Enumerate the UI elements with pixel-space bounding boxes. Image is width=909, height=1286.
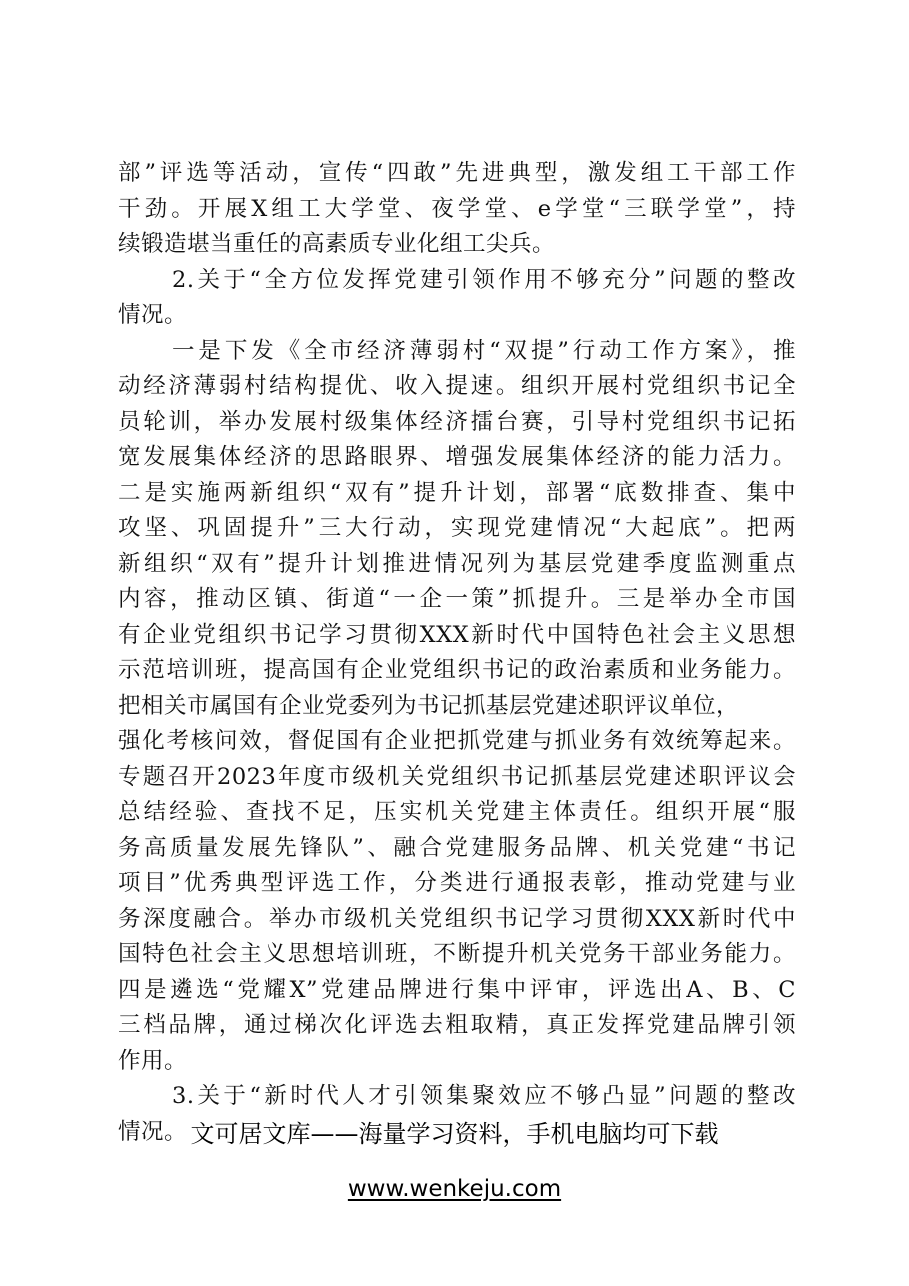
text-line: 攻坚、巩固提升”三大行动，实现党建情况“大起底”。把两: [118, 515, 796, 541]
text-line: 内容，推动区镇、街道“一企一策”抓提升。三是举办全市国: [118, 586, 796, 612]
section-heading-line: 情况。: [118, 1118, 188, 1145]
text-line: 一是下发《全市经济薄弱村“双提”行动工作方案》，推: [172, 337, 796, 364]
text-line: 作用。: [118, 1047, 188, 1074]
text-line: 务高质量发展先锋队”、融合党建服务品牌、机关党建“书记: [118, 834, 796, 861]
footer-banner-text: 文可居文库——海量学习资料，手机电脑均可下载: [190, 1120, 719, 1148]
footer-url: [0, 1173, 909, 1205]
text-line: 国特色社会主义思想培训班，不断提升机关党务干部业务能力。: [118, 941, 796, 967]
text-line: 宽发展集体经济的思路眼界、增强发展集体经济的能力活力。: [118, 444, 796, 470]
text-line: 强化考核问效，督促国有企业把抓党建与抓业务有效统筹起来。: [118, 728, 796, 754]
text-line: 把相关市属国有企业党委列为书记抓基层党建述职评议单位，: [118, 692, 740, 719]
section-heading-line: 2.关于“全方位发挥党建引领作用不够充分”问题的整改: [172, 266, 796, 293]
text-line: 员轮训，举办发展村级集体经济擂台赛，引导村党组织书记拓: [118, 408, 796, 435]
text-line: 示范培训班，提高国有企业党组织书记的政治素质和业务能力。: [118, 657, 796, 683]
text-line: 新组织“双有”提升计划推进情况列为基层党建季度监测重点: [118, 550, 796, 577]
text-line: 续锻造堪当重任的高素质专业化组工尖兵。: [118, 231, 556, 257]
text-line: 动经济薄弱村结构提优、收入提速。组织开展村党组织书记全: [118, 373, 796, 399]
text-line: 三档品牌，通过梯次化评选去粗取精，真正发挥党建品牌引领: [118, 1012, 796, 1038]
text-line: 专题召开2023年度市级机关党组织书记抓基层党建述职评议会: [118, 763, 796, 790]
footer-url-link[interactable]: www.wenkeju.com: [347, 1176, 562, 1202]
document-body: [118, 156, 796, 1150]
section-heading-line: 3.关于“新时代人才引领集聚效应不够凸显”问题的整改: [172, 1083, 796, 1109]
text-line: 四是遴选“党耀X”党建品牌进行集中评审，评选出A、B、C: [118, 976, 796, 1003]
text-line: 二是实施两新组织“双有”提升计划，部署“底数排查、集中: [118, 479, 796, 506]
text-line: 有企业党组织书记学习贯彻XXX新时代中国特色社会主义思想: [118, 621, 796, 648]
text-line: 务深度融合。举办市级机关党组织书记学习贯彻XXX新时代中: [118, 905, 796, 932]
text-line: 项目”优秀典型评选工作，分类进行通报表彰，推动党建与业: [118, 870, 796, 896]
text-line: 干劲。开展X组工大学堂、夜学堂、e学堂“三联学堂”，持: [118, 195, 796, 222]
text-line: 总结经验、查找不足，压实机关党建主体责任。组织开展“服: [118, 799, 796, 825]
text-line: 部”评选等活动，宣传“四敢”先进典型，激发组工干部工作: [118, 160, 796, 186]
section-heading-line: 情况。: [118, 302, 188, 328]
